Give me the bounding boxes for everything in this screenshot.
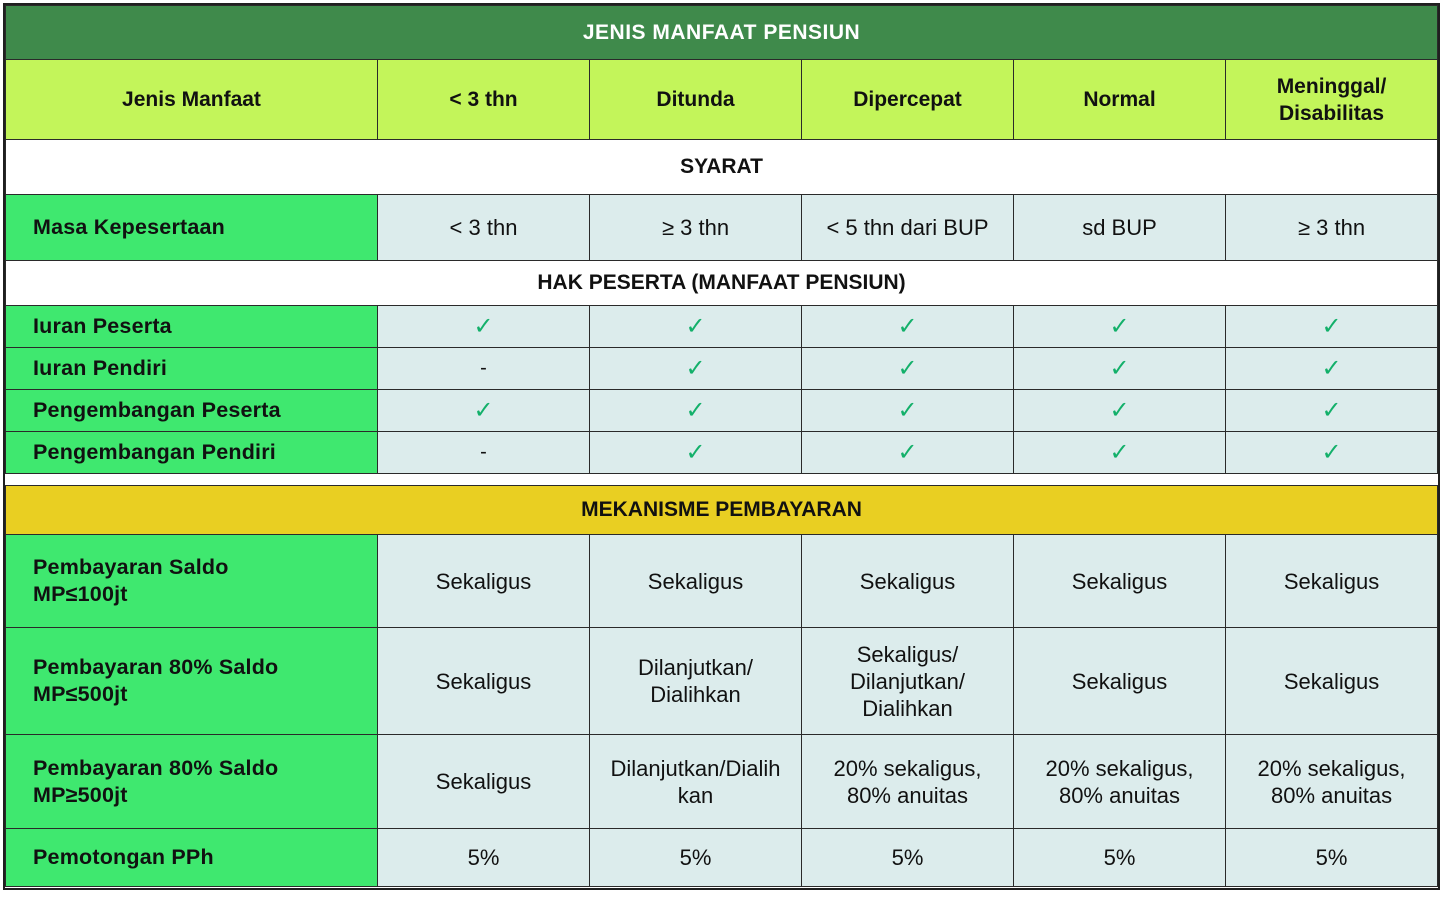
table-cell: 5% <box>378 829 590 887</box>
row-label: Pengembangan Pendiri <box>6 432 378 474</box>
table-row <box>6 628 1438 735</box>
table-cell: 5% <box>1226 829 1438 887</box>
row-label: Iuran Pendiri <box>6 348 378 390</box>
table-row <box>6 195 1438 261</box>
check-icon: ✓ <box>1014 390 1226 432</box>
check-icon: ✓ <box>1014 348 1226 390</box>
row-label: Pembayaran Saldo MP≤100jt <box>6 535 378 628</box>
check-icon: ✓ <box>1226 432 1438 474</box>
check-icon: ✓ <box>590 348 802 390</box>
table-row <box>6 390 1438 432</box>
table-cell: Sekaligus <box>1014 628 1226 735</box>
check-icon: ✓ <box>590 432 802 474</box>
check-icon: ✓ <box>378 390 590 432</box>
header-column: Normal <box>1014 60 1226 140</box>
check-icon: ✓ <box>802 348 1014 390</box>
table-cell: Sekaligus/ Dilanjutkan/ Dialihkan <box>802 628 1014 735</box>
row-label: Pengembangan Peserta <box>6 390 378 432</box>
check-icon: ✓ <box>802 390 1014 432</box>
title-row <box>6 6 1438 60</box>
table-cell: 20% sekaligus, 80% anuitas <box>802 735 1014 829</box>
table-cell: Sekaligus <box>590 535 802 628</box>
table-cell: 5% <box>590 829 802 887</box>
table-cell: 20% sekaligus, 80% anuitas <box>1226 735 1438 829</box>
check-icon: ✓ <box>1226 306 1438 348</box>
spacer-cell <box>6 474 1438 486</box>
table-cell: 5% <box>802 829 1014 887</box>
check-icon: ✓ <box>590 306 802 348</box>
check-icon: ✓ <box>378 306 590 348</box>
check-icon: ✓ <box>802 432 1014 474</box>
table-row <box>6 432 1438 474</box>
section-syarat: SYARAT <box>6 140 1438 195</box>
row-label: Pembayaran 80% Saldo MP≥500jt <box>6 735 378 829</box>
table-cell: Sekaligus <box>378 735 590 829</box>
table-row <box>6 535 1438 628</box>
check-icon: ✓ <box>1226 348 1438 390</box>
header-column: < 3 thn <box>378 60 590 140</box>
header-column: Dipercepat <box>802 60 1014 140</box>
check-icon: ✓ <box>1226 390 1438 432</box>
check-icon: ✓ <box>802 306 1014 348</box>
check-icon: ✓ <box>1014 306 1226 348</box>
table-cell: Sekaligus <box>378 535 590 628</box>
row-label: Masa Kepesertaan <box>6 195 378 261</box>
table-cell: 20% sekaligus, 80% anuitas <box>1014 735 1226 829</box>
dash-cell: - <box>378 432 590 474</box>
table-cell: Sekaligus <box>1226 628 1438 735</box>
row-label: Pemotongan PPh <box>6 829 378 887</box>
benefit-table <box>5 5 1438 887</box>
section-syarat-row <box>6 140 1438 195</box>
section-mekanisme: MEKANISME PEMBAYARAN <box>6 486 1438 535</box>
table-cell: ≥ 3 thn <box>590 195 802 261</box>
header-column: Ditunda <box>590 60 802 140</box>
table-cell: < 5 thn dari BUP <box>802 195 1014 261</box>
table-cell: Dilanjutkan/Dialih kan <box>590 735 802 829</box>
table-cell: < 3 thn <box>378 195 590 261</box>
header-column: Meninggal/ Disabilitas <box>1226 60 1438 140</box>
table-row <box>6 735 1438 829</box>
table-cell: sd BUP <box>1014 195 1226 261</box>
check-icon: ✓ <box>590 390 802 432</box>
table-cell: Sekaligus <box>1226 535 1438 628</box>
table-cell: Dilanjutkan/ Dialihkan <box>590 628 802 735</box>
table-cell: Sekaligus <box>378 628 590 735</box>
row-label: Pembayaran 80% Saldo MP≤500jt <box>6 628 378 735</box>
table-cell: Sekaligus <box>1014 535 1226 628</box>
section-hak-peserta: HAK PESERTA (MANFAAT PENSIUN) <box>6 261 1438 306</box>
table-cell: ≥ 3 thn <box>1226 195 1438 261</box>
section-hak-row <box>6 261 1438 306</box>
table-row <box>6 306 1438 348</box>
table-title: JENIS MANFAAT PENSIUN <box>6 6 1438 60</box>
dash-cell: - <box>378 348 590 390</box>
section-mekanisme-row <box>6 486 1438 535</box>
header-jenis-manfaat: Jenis Manfaat <box>6 60 378 140</box>
header-row <box>6 60 1438 140</box>
check-icon: ✓ <box>1014 432 1226 474</box>
table-cell: Sekaligus <box>802 535 1014 628</box>
table-row <box>6 829 1438 887</box>
table-cell: 5% <box>1014 829 1226 887</box>
spacer-row <box>6 474 1438 486</box>
pension-benefit-table <box>3 3 1440 890</box>
table-row <box>6 348 1438 390</box>
row-label: Iuran Peserta <box>6 306 378 348</box>
